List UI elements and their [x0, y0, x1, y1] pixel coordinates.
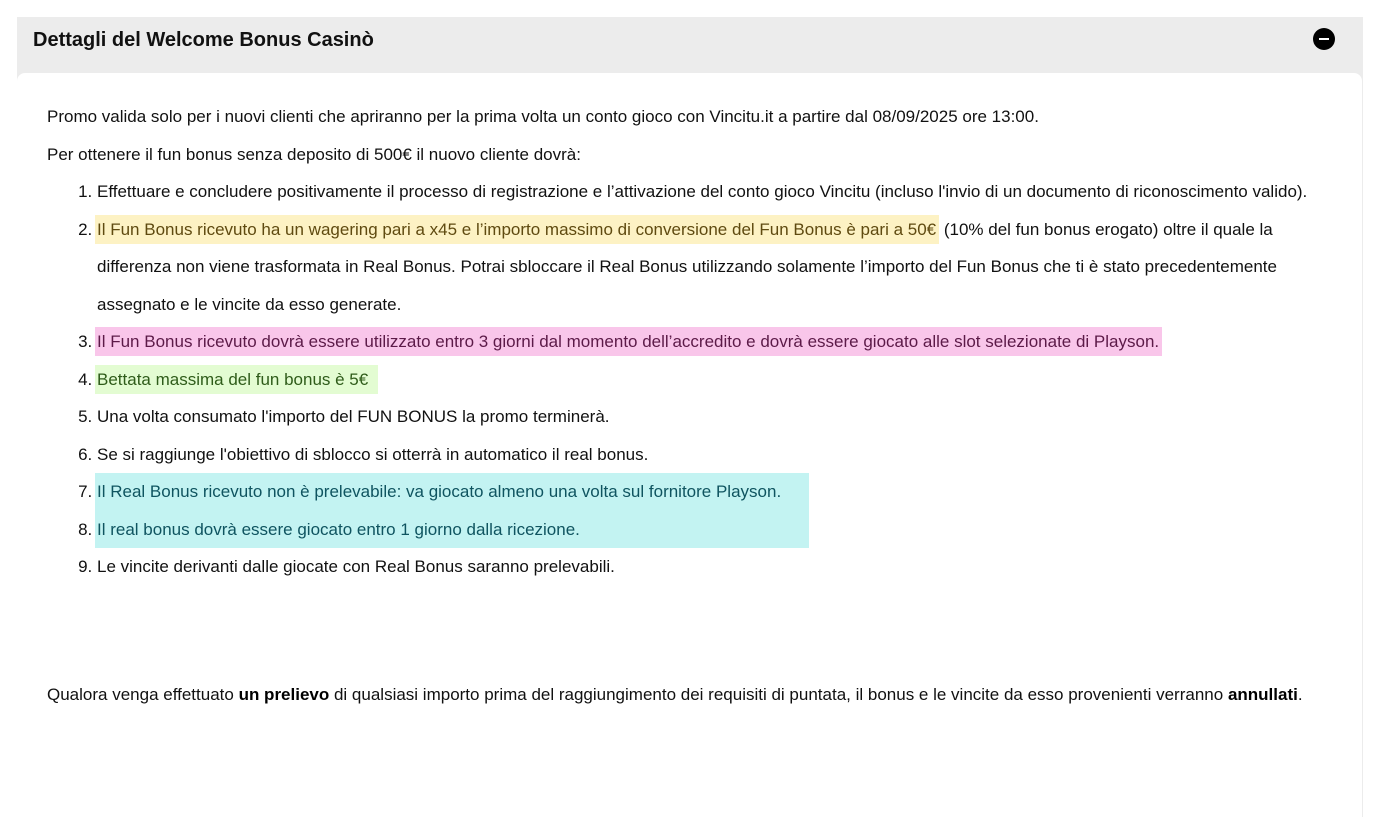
- list-item: [97, 473, 1337, 511]
- step-2-text: (10% del fun bonus erogato) oltre il quale la differenza non viene trasformata in Real Bonus. Potrai sbloccare il Real Bonus utilizzando solamente l’importo del Fun Bonus che ti è stato precedentemente assegnato e le vincite da esso generate.: [97, 219, 1277, 314]
- steps-list: [47, 173, 1337, 586]
- closing-part-3: .: [1297, 684, 1303, 704]
- step-9-text: Le vincite derivanti dalle giocate con Real Bonus saranno prelevabili.: [97, 557, 615, 576]
- closing-part-1: Qualora venga effettuato: [47, 684, 239, 704]
- list-item: [97, 511, 1337, 549]
- step-7-text: Il Real Bonus ricevuto non è prelevabile: va giocato almeno una volta sul fornitore Playson.: [95, 473, 809, 511]
- closing-text: [47, 676, 1337, 714]
- spacer: [47, 586, 1337, 676]
- panel-body: [17, 73, 1362, 817]
- lead-text: Per ottenere il fun bonus senza deposito di 500€ il nuovo cliente dovrà:: [47, 144, 581, 164]
- closing-bold-cancelled: annullati: [1227, 684, 1298, 704]
- step-2-highlight: Il Fun Bonus ricevuto ha un wagering pari a x45 e l’importo massimo di conversione del Fun Bonus è pari a 50€: [95, 215, 939, 244]
- list-item: [97, 173, 1337, 211]
- list-item: [97, 436, 1337, 474]
- list-item: [97, 398, 1337, 436]
- list-item: [97, 323, 1337, 361]
- minus-circle-icon[interactable]: [1313, 28, 1335, 50]
- intro-text: Promo valida solo per i nuovi clienti che apriranno per la prima volta un conto gioco con Vincitu.it a partire dal 08/09/2025 ore 13:00.: [47, 107, 1039, 126]
- list-item: [97, 548, 1337, 586]
- step-3-text: Il Fun Bonus ricevuto dovrà essere utilizzato entro 3 giorni dal momento dell’accredito e dovrà essere giocato alle slot selezionate di Playson.: [95, 327, 1162, 356]
- list-item: [97, 361, 1337, 399]
- terms-content: [47, 98, 1337, 713]
- closing-part-2: di qualsiasi importo prima del raggiungimento dei requisiti di puntata, il bonus e le vincite da esso provenienti verranno: [329, 684, 1228, 704]
- closing-bold-withdrawal: un prelievo: [238, 684, 330, 704]
- bonus-details-panel: [17, 17, 1363, 817]
- step-4-text: Bettata massima del fun bonus è 5€: [95, 365, 378, 394]
- panel-title: Dettagli del Welcome Bonus Casinò: [33, 29, 374, 51]
- step-1-text: Effettuare e concludere positivamente il processo di registrazione e l’attivazione del conto gioco Vincitu (incluso l'invio di un documento di riconoscimento valido).: [97, 182, 1308, 201]
- step-6-text: Se si raggiunge l'obiettivo di sblocco si otterrà in automatico il real bonus.: [97, 444, 649, 464]
- step-8-text: Il real bonus dovrà essere giocato entro 1 giorno dalla ricezione.: [95, 511, 809, 549]
- list-item: [97, 211, 1337, 324]
- panel-header[interactable]: [17, 17, 1363, 73]
- step-5-text: Una volta consumato l'importo del FUN BONUS la promo terminerà.: [97, 407, 610, 426]
